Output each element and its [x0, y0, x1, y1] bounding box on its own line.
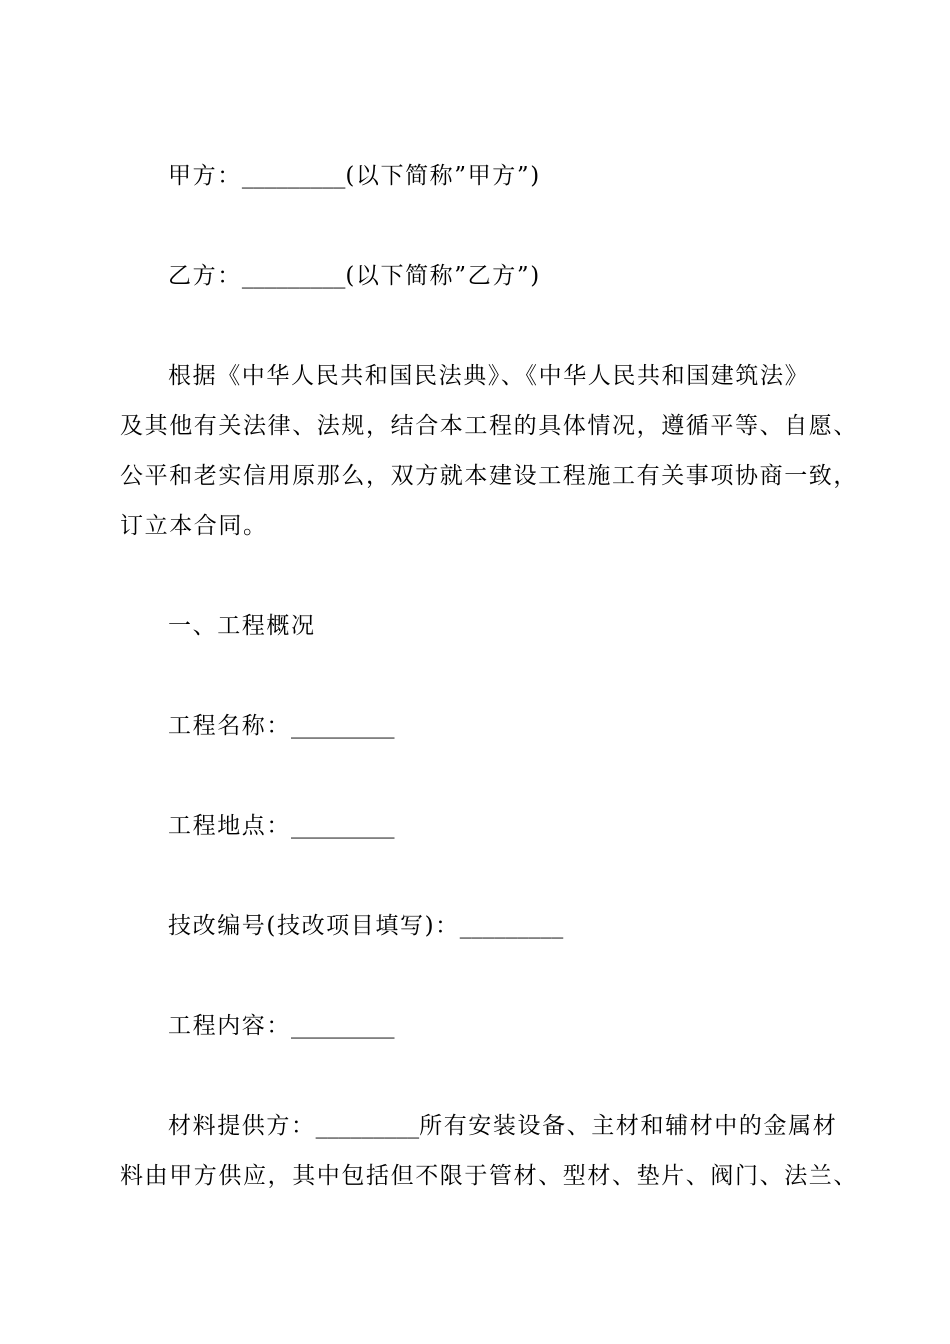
project-location-blank: _________	[291, 813, 395, 839]
tech-number-label: 技改编号(技改项目填写)：	[168, 913, 460, 939]
material-supplier-line-1	[168, 1112, 840, 1140]
project-location-line	[168, 812, 840, 840]
preamble-line-4: 订立本合同。	[120, 513, 268, 539]
material-supplier-text-1: 所有安装设备、主材和辅材中的金属材	[419, 1113, 838, 1139]
tech-number-blank: _________	[459, 913, 564, 939]
preamble-line-2: 及其他有关法律、法规，结合本工程的具体情况，遵循平等、自愿、	[120, 413, 858, 439]
preamble-line-3: 公平和老实信用原那么，双方就本建设工程施工有关事项协商一致，	[120, 463, 858, 489]
preamble-line-1: 根据《中华人民共和国民法典》、《中华人民共和国建筑法》	[168, 363, 810, 389]
material-supplier-blank: _________	[315, 1113, 420, 1139]
party-a-label: 甲方：	[168, 163, 242, 189]
party-b-blank: _________	[241, 263, 346, 289]
party-b-line	[168, 262, 840, 290]
project-content-line	[168, 1012, 840, 1040]
party-a-line	[168, 162, 840, 190]
party-a-suffix: (以下简称”甲方”)	[345, 163, 541, 189]
party-b-suffix: (以下简称”乙方”)	[345, 263, 541, 289]
material-supplier-line-2: 料由甲方供应，其中包括但不限于管材、型材、垫片、阀门、法兰、	[120, 1163, 858, 1189]
project-content-label: 工程内容：	[168, 1013, 291, 1039]
party-b-label: 乙方：	[168, 263, 242, 289]
material-supplier-label: 材料提供方：	[168, 1113, 316, 1139]
tech-number-line	[168, 912, 840, 940]
project-name-blank: _________	[291, 713, 395, 739]
party-a-blank: _________	[241, 163, 346, 189]
project-name-label: 工程名称：	[168, 713, 291, 739]
project-name-line	[168, 712, 840, 740]
project-content-blank: _________	[291, 1013, 395, 1039]
project-location-label: 工程地点：	[168, 813, 291, 839]
section-1-heading: 一、工程概况	[168, 613, 316, 639]
